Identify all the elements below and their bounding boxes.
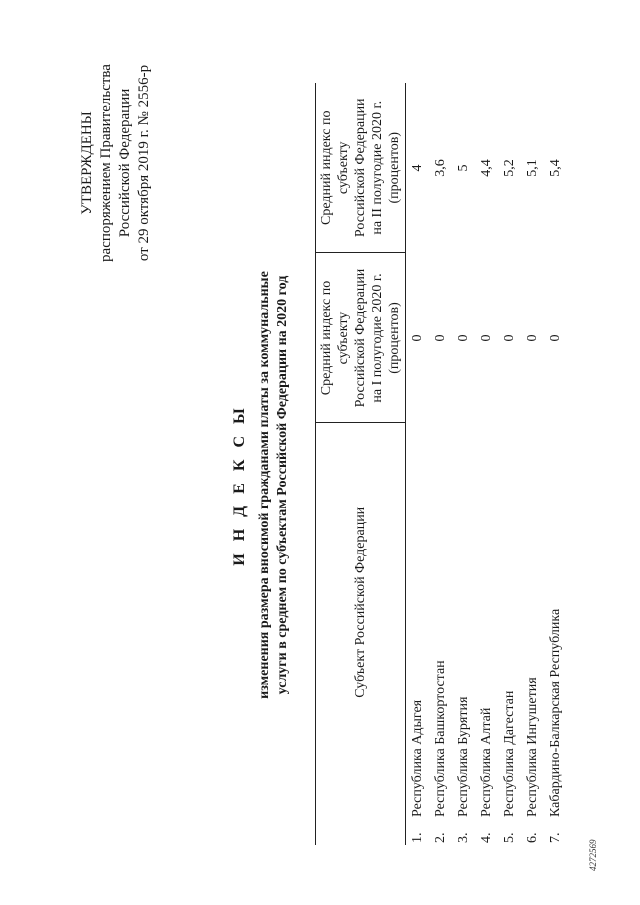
document-subtitle-line-2: услуги в среднем по субъектам Российской Федерации на 2020 год <box>275 275 290 695</box>
header-subject: Субъект Российской Федерации <box>316 423 406 845</box>
document-title: И Н Д Е К С Ы <box>231 404 248 566</box>
row-subject-name: Республика Бурятия <box>456 696 471 817</box>
row-subject <box>498 423 521 845</box>
document-title-block <box>230 185 292 785</box>
header-second-half <box>316 83 406 253</box>
row-subject <box>521 423 544 845</box>
row-number: 6. <box>525 832 540 843</box>
row-number: 4. <box>479 832 494 843</box>
row-second-half-value: 5,2 <box>502 159 517 177</box>
row-subject-name: Республика Ингушетия <box>525 677 540 817</box>
row-subject <box>452 423 475 845</box>
header-second-half-line: Российской Федерации <box>353 98 368 238</box>
row-first-half-value: 0 <box>479 334 494 342</box>
row-first-half-value: 0 <box>525 334 540 342</box>
document-id: 4272569 <box>588 839 598 871</box>
row-number: 7. <box>548 832 563 843</box>
table-row <box>429 83 452 845</box>
row-subject <box>429 423 452 845</box>
header-first-half-line: Средний индекс по субъекту <box>319 280 351 396</box>
row-subject-name: Республика Башкортостан <box>433 660 448 817</box>
row-second-half-value: 3,6 <box>433 159 448 177</box>
row-subject-name: Республика Дагестан <box>502 690 517 817</box>
header-second-half-line: (процентов) <box>387 131 402 204</box>
header-first-half <box>316 253 406 423</box>
table-row <box>498 83 521 845</box>
row-first-half-value: 0 <box>502 334 517 342</box>
row-number: 5. <box>502 832 517 843</box>
indexes-table <box>315 83 567 845</box>
approval-line-1: распоряжением Правительства <box>98 64 114 262</box>
row-number: 1. <box>410 832 425 843</box>
table-row <box>521 83 544 845</box>
header-second-half-line: Средний индекс по субъекту <box>319 110 351 225</box>
row-second-half-value: 5 <box>456 164 471 172</box>
table-row <box>544 83 567 845</box>
approval-stamp <box>78 50 154 276</box>
row-subject-name: Кабардино-Балкарская Республика <box>548 608 563 817</box>
row-subject <box>475 423 498 845</box>
row-subject <box>544 423 567 845</box>
table-header-row <box>316 83 406 845</box>
header-first-half-line: на I полугодие 2020 г. <box>370 273 385 403</box>
table-row <box>475 83 498 845</box>
row-subject-name: Республика Алтай <box>479 707 494 817</box>
header-first-half-line: Российской Федерации <box>353 268 368 408</box>
header-second-half-line: на II полугодие 2020 г. <box>370 100 385 235</box>
row-first-half-value: 0 <box>410 334 425 342</box>
approval-line-2: Российской Федерации <box>117 88 133 238</box>
row-subject-name: Республика Адыгея <box>410 699 425 817</box>
row-number: 2. <box>433 832 448 843</box>
document-subtitle-line-1: изменения размера вносимой гражданами платы за коммунальные <box>257 271 272 699</box>
row-second-half-value: 4,4 <box>479 159 494 177</box>
row-second-half-value: 5,1 <box>525 159 540 177</box>
approval-title: УТВЕРЖДЕНЫ <box>79 111 95 215</box>
row-first-half-value: 0 <box>456 334 471 342</box>
row-second-half-value: 4 <box>410 164 425 172</box>
row-first-half-value: 0 <box>433 334 448 342</box>
table-row <box>406 83 430 845</box>
header-first-half-line: (процентов) <box>387 302 402 374</box>
document-subtitle <box>256 185 292 785</box>
row-subject <box>406 423 430 845</box>
table-row <box>452 83 475 845</box>
row-number: 3. <box>456 832 471 843</box>
row-second-half-value: 5,4 <box>548 159 563 177</box>
row-first-half-value: 0 <box>548 334 563 342</box>
approval-line-3: от 29 октября 2019 г. № 2556-р <box>136 64 152 262</box>
